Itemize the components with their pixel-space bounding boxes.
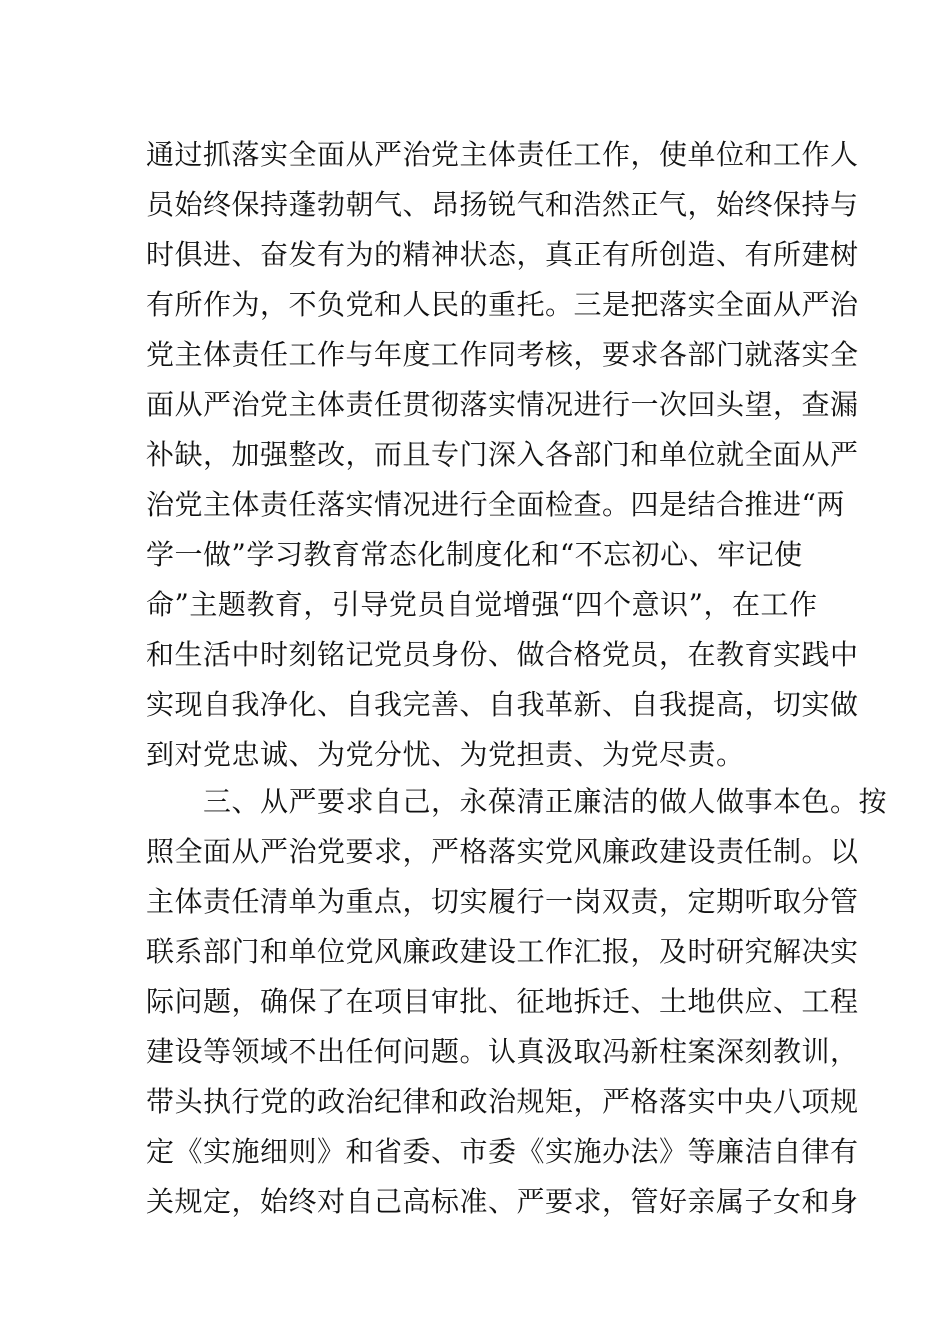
- text-line: 有所作为，不负党和人民的重托。三是把落实全面从严治: [146, 288, 859, 321]
- paragraph-continuation: [146, 130, 859, 780]
- text-line: 和生活中时刻铭记党员身份、做合格党员，在教育实践中: [146, 638, 859, 671]
- text-line: 定《实施细则》和省委、市委《实施办法》等廉洁自律有: [146, 1135, 859, 1168]
- paragraph-section-three: [146, 777, 888, 1227]
- text-line: 治党主体责任落实情况进行全面检查。四是结合推进“两: [146, 488, 845, 521]
- text-line: 党主体责任工作与年度工作同考核，要求各部门就落实全: [146, 338, 859, 371]
- text-line: 实现自我净化、自我完善、自我革新、自我提高，切实做: [146, 688, 859, 721]
- text-line: 带头执行党的政治纪律和政治规矩，严格落实中央八项规: [146, 1085, 859, 1118]
- text-line: 联系部门和单位党风廉政建设工作汇报，及时研究解决实: [146, 935, 859, 968]
- text-line: 建设等领域不出任何问题。认真汲取冯新柱案深刻教训，: [146, 1035, 859, 1068]
- text-line: 主体责任清单为重点，切实履行一岗双责，定期听取分管: [146, 885, 859, 918]
- text-line: 到对党忠诚、为党分忧、为党担责、为党尽责。: [146, 738, 745, 771]
- text-line: 照全面从严治党要求，严格落实党风廉政建设责任制。以: [146, 835, 859, 868]
- text-line: 面从严治党主体责任贯彻落实情况进行一次回头望，查漏: [146, 388, 859, 421]
- text-line: 通过抓落实全面从严治党主体责任工作，使单位和工作人: [146, 138, 859, 171]
- text-line: 三、从严要求自己，永葆清正廉洁的做人做事本色。按: [146, 785, 888, 818]
- text-line: 学一做”学习教育常态化制度化和“不忘初心、牢记使: [146, 538, 803, 571]
- text-line: 际问题，确保了在项目审批、征地拆迁、土地供应、工程: [146, 985, 859, 1018]
- text-line: 命”主题教育，引导党员自觉增强“四个意识”，在工作: [146, 588, 818, 621]
- text-line: 补缺，加强整改，而且专门深入各部门和单位就全面从严: [146, 438, 859, 471]
- text-line: 关规定，始终对自己高标准、严要求，管好亲属子女和身: [146, 1185, 859, 1218]
- text-line: 时俱进、奋发有为的精神状态，真正有所创造、有所建树: [146, 238, 859, 271]
- text-line: 员始终保持蓬勃朝气、昂扬锐气和浩然正气，始终保持与: [146, 188, 859, 221]
